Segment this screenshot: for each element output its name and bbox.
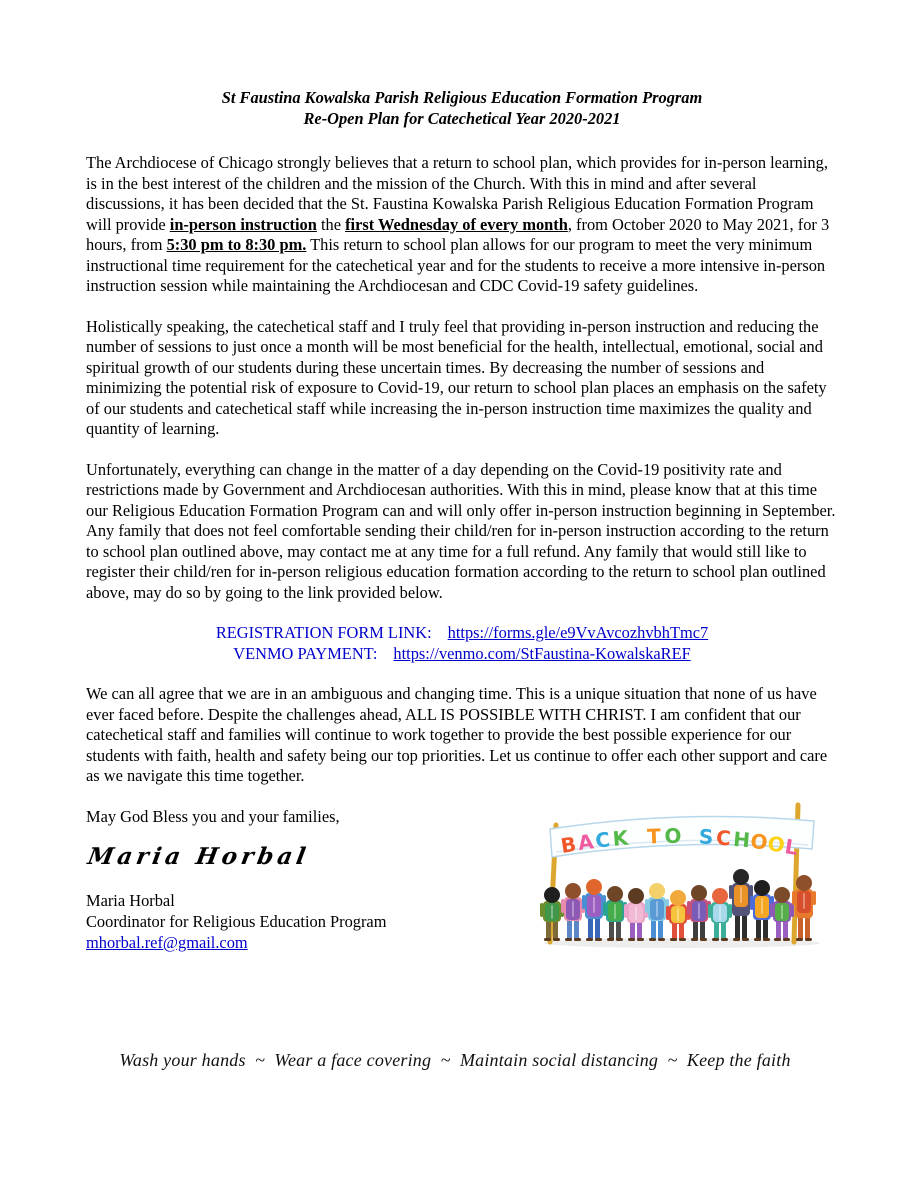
banner-text <box>559 823 800 859</box>
kid-figure <box>666 890 690 941</box>
text-run: This return to school plan allows for our program to meet the very minimum instructional time requirement for the catechetical year and for the students to receive a more intensive in-person instruction session while maintaining the Archdiocesan and CDC Covid-19 safety guidelines. <box>86 235 826 295</box>
page-title-line2: Re-Open Plan for Catechetical Year 2020-2021 <box>303 108 621 128</box>
banner-letter: L <box>783 833 800 860</box>
banner-letter: O <box>664 823 682 848</box>
signature-area <box>86 807 838 953</box>
paragraph-2: Holistically speaking, the catechetical staff and I truly feel that providing in-person instruction and reducing the number of sessions to just once a month will be most beneficial for the health, intellectual, emotional, social and spiritual growth of our students during these uncertain times. By decreasing the number of sessions and minimizing the potential risk of exposure to Covid-19, our return to school plan places an emphasis on the safety of our students and catechetical staff while increasing the in-person instruction time maximizes the quality and quantity of learning. <box>86 316 827 438</box>
text-run: 5:30 pm to 8:30 pm. <box>166 235 307 254</box>
back-to-school-clipart <box>536 795 828 953</box>
banner-letter: A <box>576 828 596 855</box>
letter-body <box>86 88 838 953</box>
links-block <box>86 623 838 664</box>
banner-letter: C <box>594 826 612 853</box>
text-run: , from October 2020 to May 2021, for 3 hours, from <box>86 214 830 254</box>
banner-letter: O <box>749 828 769 855</box>
closing-line: May God Bless you and your families, <box>86 806 340 826</box>
banner-letter: S <box>698 824 714 849</box>
banner-letter: O <box>766 830 787 857</box>
registration-link-label: REGISTRATION FORM LINK: <box>215 623 432 642</box>
handwritten-signature: Maria Horbal <box>85 843 312 870</box>
paragraph-4: We can all agree that we are in an ambiguous and changing time. This is a unique situation that none of us have ever faced before. Despite the challenges ahead, ALL IS POSSIBLE WITH CHRIST. I am confident that our catechetical staff and families will continue to work together to provide the best possible experience for our students with faith, health and safety being our top priorities. Let us continue to offer each other support and care as we navigate this time together. <box>86 684 828 785</box>
kid-figure <box>582 879 606 941</box>
page-title <box>86 88 838 129</box>
kid-figure <box>645 883 669 941</box>
banner-letter: T <box>646 823 662 849</box>
kid-figure <box>603 886 627 941</box>
banner-letter: H <box>732 826 752 852</box>
banner-letter: B <box>559 831 578 858</box>
page-title-line1: St Faustina Kowalska Parish Religious Education Formation Program <box>221 88 703 107</box>
kids-row <box>540 869 816 941</box>
registration-link-row <box>86 623 838 644</box>
kid-figure <box>561 883 585 941</box>
text-run: first Wednesday of every month <box>345 214 568 234</box>
kid-figure <box>687 885 711 941</box>
email-link[interactable]: mhorbal.ref@gmail.com <box>86 932 248 952</box>
text-run: The Archdiocese of Chicago strongly believes that a return to school plan, which provides for in-person learning, is in the best interest of the children and the mission of the Church. With this in mind and after several discussions, it has been decided that the St. Faustina Kowalska Parish Religious Education Formation Program will provide <box>86 153 828 234</box>
venmo-link[interactable]: https://venmo.com/StFaustina-KowalskaREF <box>393 643 691 663</box>
banner-letter: C <box>715 825 732 850</box>
banner-letter: K <box>611 825 630 851</box>
venmo-link-row <box>86 644 838 665</box>
signer-role: Coordinator for Religious Education Program <box>86 911 387 931</box>
kid-figure <box>770 887 794 941</box>
signer-name: Maria Horbal <box>86 890 175 910</box>
back-to-school-illustration <box>536 795 828 953</box>
footer-note: Wash your hands ~ Wear a face covering ~ Maintain social distancing ~ Keep the faith <box>119 1050 791 1070</box>
text-run: in-person instruction <box>169 214 317 234</box>
registration-link[interactable]: https://forms.gle/e9VvAvcozhvbhTmc7 <box>447 623 709 642</box>
paragraph-1 <box>86 153 838 297</box>
kid-figure <box>729 869 753 941</box>
text-run: the <box>316 214 346 234</box>
kid-figure <box>624 888 648 941</box>
venmo-link-label: VENMO PAYMENT: <box>233 643 378 663</box>
paragraph-3: Unfortunately, everything can change in the matter of a day depending on the Covid-19 positivity rate and restrictions made by Government and Archdiocesan authorities. With this in mind, please know that at this time our Religious Education Formation Program can and will only offer in-person instruction beginning in September. Any family that does not feel comfortable sending their child/ren for in-person instruction according to the return to school plan outlined above, may contact me at any time for a full refund. Any family that would still like to register their child/ren for in-person religious education formation according to the return to school plan outlined above, may do so by going to the link provided below. <box>86 459 836 602</box>
kid-figure <box>708 888 732 941</box>
